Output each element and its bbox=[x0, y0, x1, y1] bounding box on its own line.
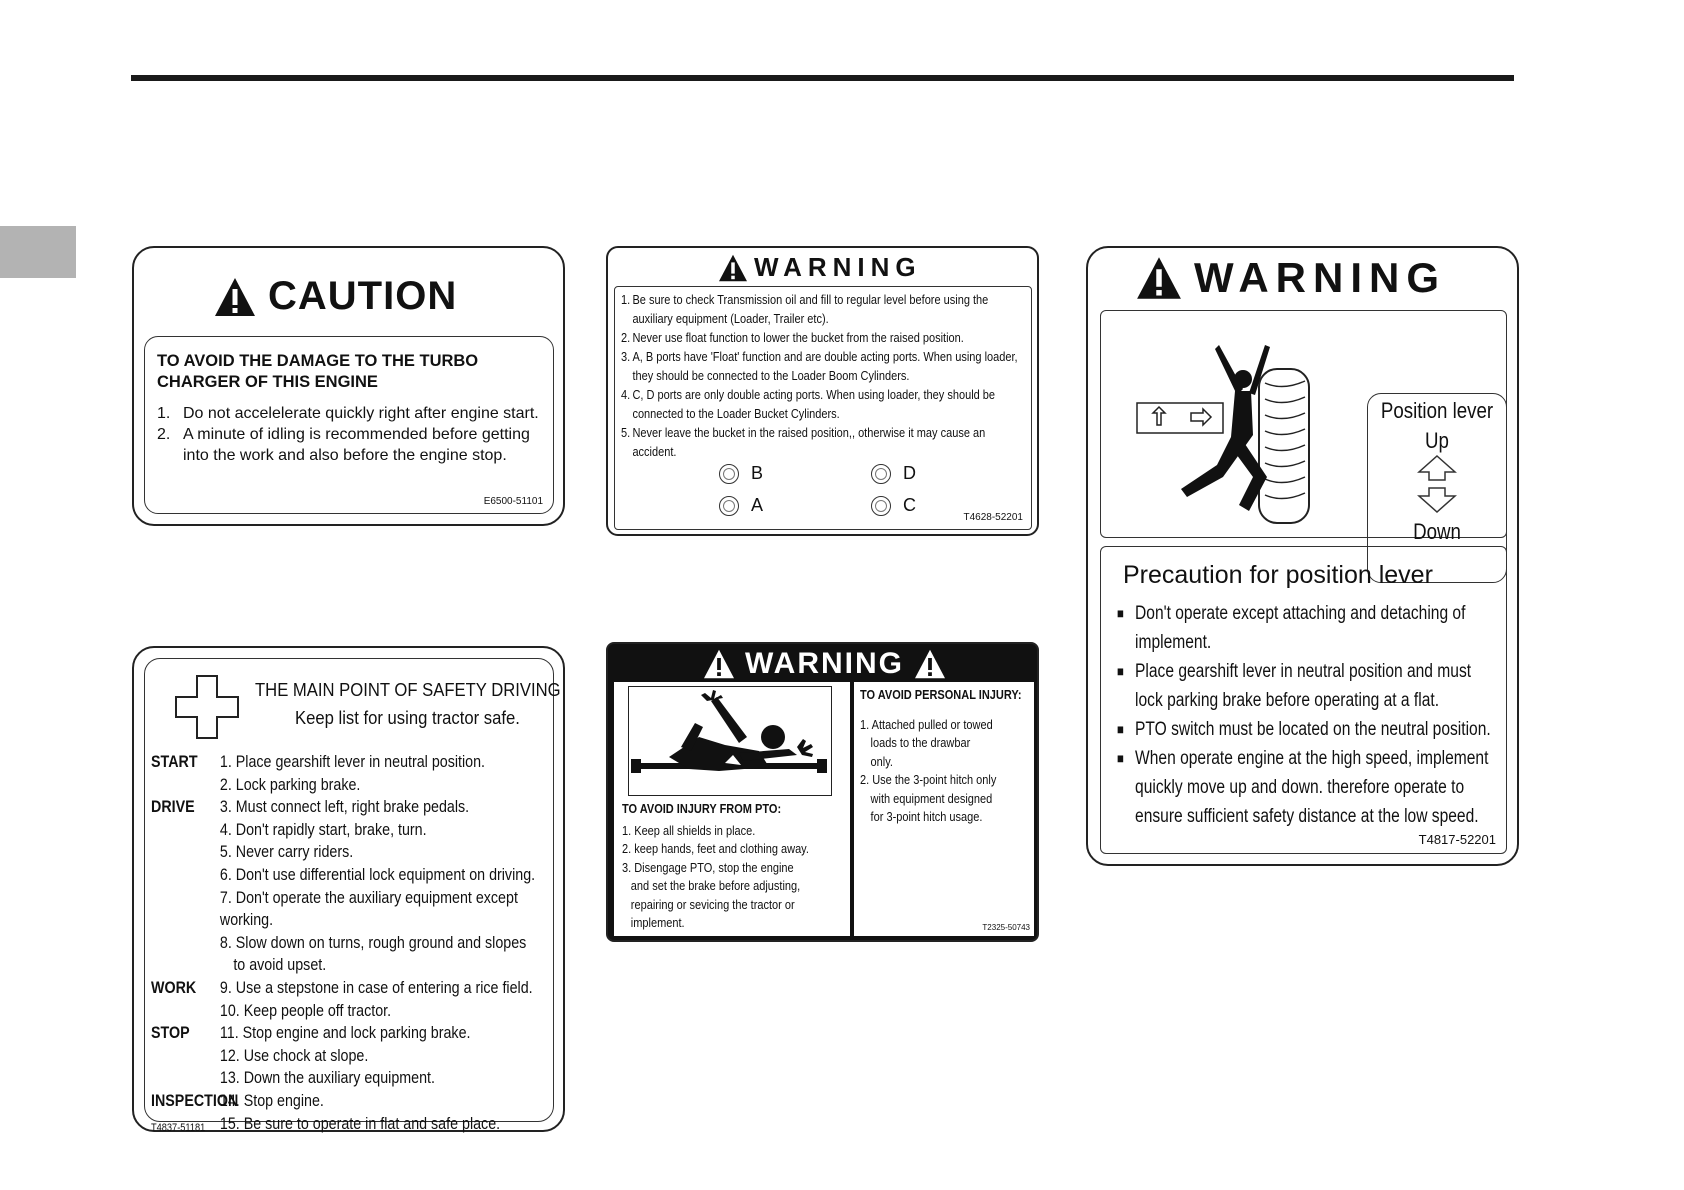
pto-right-panel bbox=[854, 682, 1034, 936]
item-text: A, B ports have 'Float' function and are double acting ports. When using loader, they should be connected to the Loader Boom Cylinders. bbox=[632, 350, 1018, 383]
item-text: C, D ports are only double acting ports. When using loader, they should be connected to the Loader Bucket Cylinders. bbox=[632, 388, 996, 421]
item-number: 5. bbox=[621, 426, 631, 440]
bullet-text: Place gearshift lever in neutral position and must lock parking brake before operating at a flat. bbox=[1135, 661, 1472, 711]
safety-driving-body bbox=[144, 658, 561, 1134]
list-item: WORK 9. Use a stepstone in case of entering a rice field. bbox=[151, 977, 533, 997]
position-lever-title: Position lever bbox=[1380, 398, 1494, 423]
port-ring-icon bbox=[719, 496, 739, 516]
list-item: repairing or sevicing the tractor or bbox=[630, 897, 795, 912]
pto-injury-title: TO AVOID INJURY FROM PTO: bbox=[622, 802, 782, 816]
warning-triangle-icon bbox=[703, 649, 735, 679]
pto-warning-header bbox=[608, 646, 1041, 682]
list-item: ■ When operate engine at the high speed, implement quickly move up and down. therefore operate to ensure sufficient safety distance at the low speed. bbox=[1117, 744, 1502, 831]
pto-warning-label bbox=[606, 642, 1039, 942]
position-lever-warning-header bbox=[1136, 254, 1446, 302]
list-item: 6. Don't use differential lock equipment on driving. bbox=[219, 864, 536, 884]
port-c bbox=[871, 495, 916, 516]
position-lever-warning-label bbox=[1086, 246, 1519, 866]
label-code: T4837-51181 bbox=[151, 1121, 206, 1134]
list-item bbox=[621, 329, 1026, 348]
caution-turbo-label bbox=[132, 246, 565, 526]
label-code: T4817-52201 bbox=[1418, 832, 1496, 847]
list-item: 2. Lock parking brake. bbox=[219, 774, 361, 794]
list-item: ■ Don't operate except attaching and detaching of implement. bbox=[1117, 599, 1502, 657]
bullet-text: When operate engine at the high speed, implement quickly move up and down. therefore operate to ensure sufficient safety distance at the low speed. bbox=[1135, 748, 1489, 827]
list-item: INSPECTION 14. Stop engine. bbox=[151, 1090, 324, 1110]
port-ring-icon bbox=[871, 464, 891, 484]
port-a bbox=[719, 495, 763, 516]
pto-entanglement-pictogram-icon bbox=[629, 687, 829, 793]
list-item: with equipment designed bbox=[870, 791, 993, 806]
up-down-arrows-icon bbox=[1417, 454, 1457, 514]
list-item: 7. Don't operate the auxiliary equipment except working. bbox=[219, 887, 518, 930]
list-item: ■ PTO switch must be located on the neutral position. bbox=[1117, 715, 1502, 744]
list-item: 3. Disengage PTO, stop the engine bbox=[622, 860, 794, 875]
lever-up-label: Up bbox=[1425, 428, 1449, 453]
list-item bbox=[621, 386, 1026, 424]
item-number: 1. bbox=[621, 293, 631, 307]
warning-triangle-icon bbox=[718, 254, 748, 282]
warning-triangle-icon bbox=[1136, 256, 1182, 300]
caution-header bbox=[214, 274, 457, 319]
list-item: 12. Use chock at slope. bbox=[219, 1045, 369, 1065]
loader-warning-label bbox=[606, 246, 1039, 536]
safety-driving-subtitle: Keep list for using tractor safe. bbox=[295, 707, 520, 728]
caution-title: TO AVOID THE DAMAGE TO THE TURBO CHARGER OF THIS ENGINE bbox=[157, 352, 479, 391]
safety-driving-title: THE MAIN POINT OF SAFETY DRIVING bbox=[255, 679, 561, 700]
personal-injury-items bbox=[860, 716, 1036, 826]
list-item: 5. Never carry riders. bbox=[219, 842, 354, 862]
list-item bbox=[157, 403, 547, 424]
precaution-panel bbox=[1100, 546, 1507, 854]
port-label: A bbox=[751, 495, 764, 515]
safety-driving-label bbox=[132, 646, 565, 1132]
warning-triangle-icon bbox=[214, 277, 256, 317]
list-item bbox=[621, 291, 1026, 329]
caution-items bbox=[157, 403, 547, 466]
loader-warning-body bbox=[614, 286, 1032, 530]
caution-header-text: CAUTION bbox=[268, 274, 458, 318]
list-item: implement. bbox=[630, 916, 685, 931]
pto-injury-items bbox=[622, 822, 860, 932]
port-ring-icon bbox=[871, 496, 891, 516]
personal-injury-title: TO AVOID PERSONAL INJURY: bbox=[860, 688, 1022, 702]
page-top-rule bbox=[131, 75, 1514, 81]
loader-warning-header-text: WARNING bbox=[754, 252, 922, 282]
list-item: 1. Keep all shields in place. bbox=[622, 824, 756, 838]
item-number: 1. bbox=[157, 405, 171, 422]
lever-pictogram-panel bbox=[1100, 310, 1507, 544]
list-item: and set the brake before adjusting, bbox=[630, 879, 801, 894]
port-label: B bbox=[751, 463, 764, 483]
bullet-text: Don't operate except attaching and detaching of implement. bbox=[1135, 603, 1466, 653]
list-item: STOP 11. Stop engine and lock parking brake. bbox=[151, 1023, 471, 1043]
safety-driving-rows bbox=[151, 751, 554, 1139]
list-item bbox=[621, 424, 1026, 462]
list-item: 10. Keep people off tractor. bbox=[219, 1000, 392, 1020]
item-text: A minute of idling is recommended before getting into the work and also before the engine stop. bbox=[183, 426, 530, 464]
warning-triangle-icon bbox=[914, 649, 946, 679]
item-number: 2. bbox=[157, 426, 171, 443]
item-text: Be sure to check Transmission oil and fill to regular level before using the auxiliary equipment (Loader, Trailer etc). bbox=[632, 293, 989, 326]
list-item: 13. Down the auxiliary equipment. bbox=[219, 1068, 435, 1088]
list-item: DRIVE 3. Must connect left, right brake pedals. bbox=[151, 797, 470, 817]
label-code: T2325-50743 bbox=[982, 923, 1030, 932]
loader-warning-items bbox=[621, 291, 1026, 462]
list-item: 4. Don't rapidly start, brake, turn. bbox=[219, 819, 427, 839]
list-item: T4837-51181 15. Be sure to operate in flat and safe place. bbox=[151, 1113, 554, 1140]
list-item: START 1. Place gearshift lever in neutral position. bbox=[151, 752, 486, 771]
list-item bbox=[621, 348, 1026, 386]
port-b bbox=[719, 463, 763, 484]
lever-down-label: Down bbox=[1413, 519, 1461, 544]
list-item bbox=[157, 424, 547, 466]
port-ring-icon bbox=[719, 464, 739, 484]
position-lever-warning-header-text: WARNING bbox=[1194, 254, 1446, 301]
precaution-title: Precaution for position lever bbox=[1123, 561, 1433, 589]
bullet-text: PTO switch must be located on the neutral position. bbox=[1135, 719, 1491, 740]
loader-warning-header bbox=[718, 252, 922, 283]
precaution-bullets bbox=[1117, 599, 1502, 831]
list-item: only. bbox=[870, 754, 893, 769]
caution-body-box bbox=[144, 336, 554, 514]
pto-pictogram-box bbox=[628, 686, 832, 796]
item-number: 2. bbox=[621, 331, 631, 345]
list-item: 2. keep hands, feet and clothing away. bbox=[622, 842, 809, 857]
pto-warning-header-text: WARNING bbox=[745, 647, 904, 680]
safety-cross-icon bbox=[175, 675, 239, 739]
list-item: ■ Place gearshift lever in neutral position and must lock parking brake before operating at a flat. bbox=[1117, 657, 1502, 715]
section-tab-marker bbox=[0, 226, 76, 278]
item-text: Never leave the bucket in the raised position,, otherwise it may cause an accident. bbox=[632, 426, 986, 459]
list-item: for 3-point hitch usage. bbox=[870, 810, 983, 825]
port-label: D bbox=[903, 463, 916, 483]
pto-left-panel bbox=[614, 682, 850, 936]
crush-hazard-pictogram-icon bbox=[1135, 325, 1355, 525]
port-label: C bbox=[903, 495, 916, 515]
port-d bbox=[871, 463, 916, 484]
list-item: loads to the drawbar bbox=[870, 736, 971, 751]
label-code: E6500-51101 bbox=[483, 496, 543, 507]
item-number: 3. bbox=[621, 350, 631, 364]
item-text: Never use float function to lower the bucket from the raised position. bbox=[632, 331, 964, 345]
item-number: 4. bbox=[621, 388, 631, 402]
list-item: 8. Slow down on turns, rough ground and slopes bbox=[219, 932, 527, 952]
list-item: 2. Use the 3-point hitch only bbox=[860, 773, 997, 788]
label-code: T4628-52201 bbox=[963, 512, 1023, 523]
list-item: 1. Attached pulled or towed bbox=[860, 718, 993, 732]
item-text: Do not accelelerate quickly right after engine start. bbox=[183, 405, 539, 422]
list-item: to avoid upset. bbox=[233, 955, 327, 975]
